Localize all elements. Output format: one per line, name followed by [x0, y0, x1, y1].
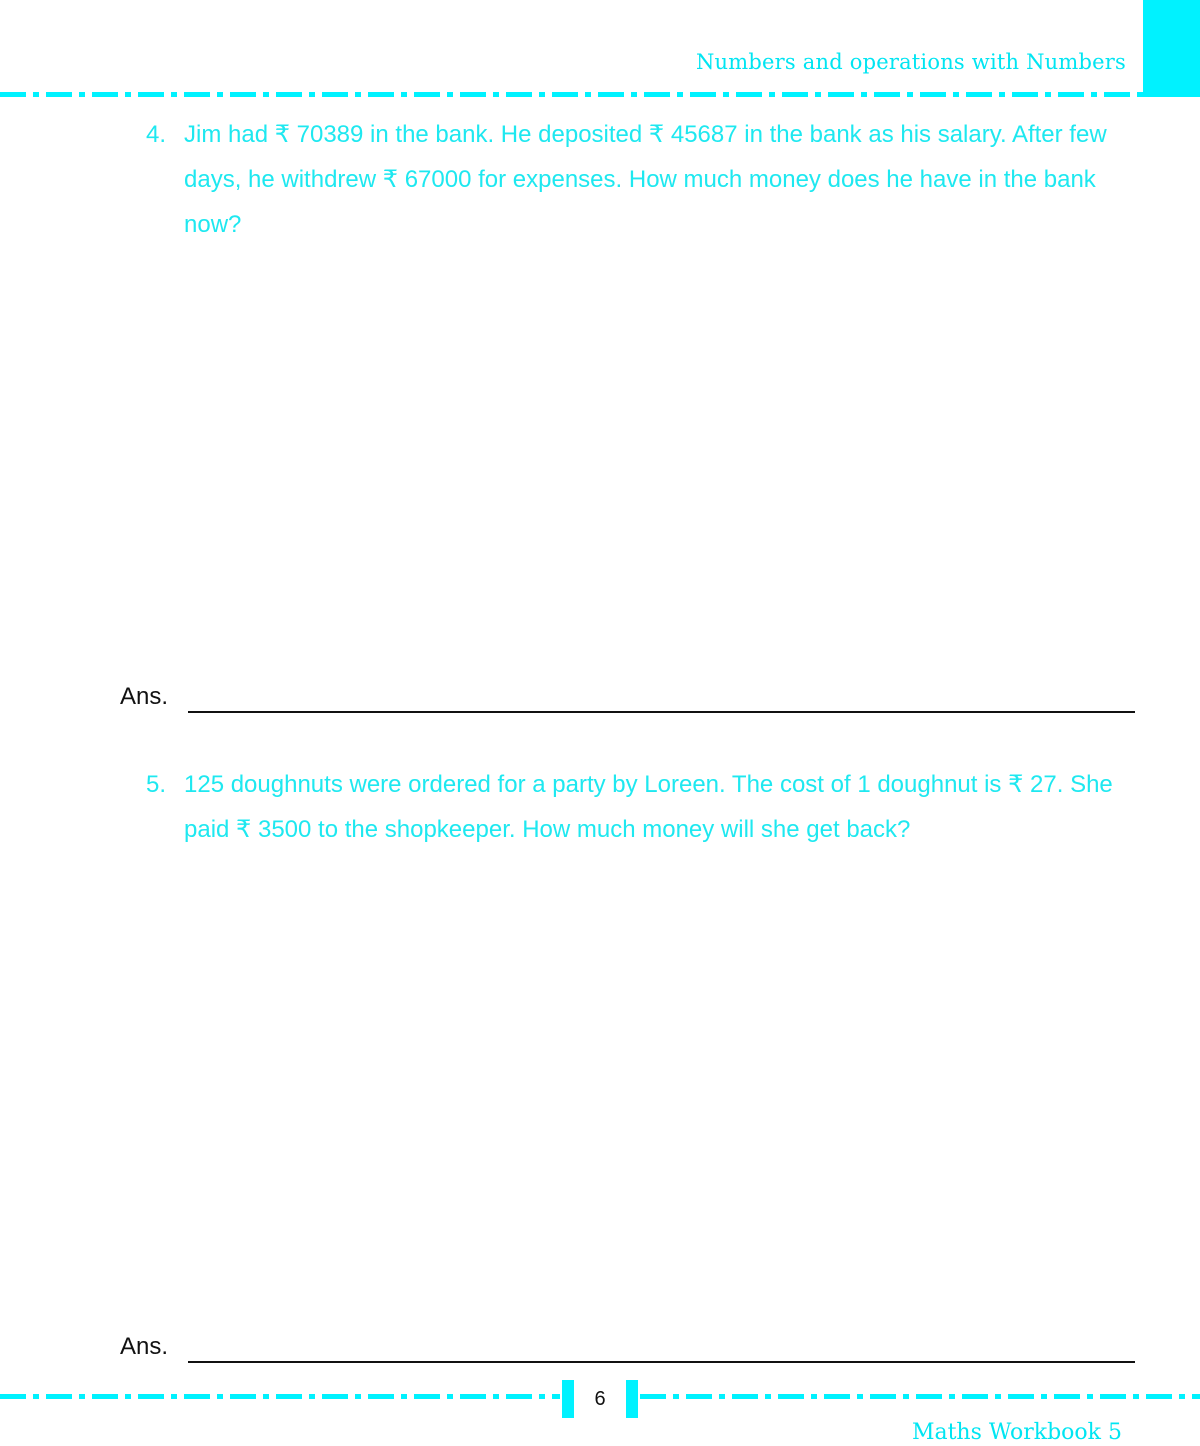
- answer-label: Ans.: [120, 683, 169, 710]
- page-number: 6: [594, 1388, 606, 1410]
- question-text: Jim had ₹ 70389 in the bank. He deposited ₹ 45687 in the bank as his salary. After few days, he withdrew ₹ 67000 for expenses. How much money does he have in the bank now?: [184, 121, 1107, 238]
- answer-label: Ans.: [120, 1333, 169, 1360]
- question-5: [146, 762, 1126, 852]
- answer-line[interactable]: [188, 711, 1135, 713]
- question-number: 4.: [146, 121, 167, 148]
- answer-row-5: [120, 1332, 1135, 1372]
- question-number: 5.: [146, 771, 167, 798]
- page-bracket-right: [626, 1380, 638, 1418]
- corner-tab-decoration: [1143, 0, 1200, 97]
- running-head: Numbers and operations with Numbers: [695, 50, 1126, 74]
- answer-line[interactable]: [188, 1361, 1135, 1363]
- running-foot: Maths Workbook 5: [911, 1420, 1122, 1445]
- page-number-box: [562, 1380, 638, 1418]
- footer-dashed-rule-left: [0, 1394, 560, 1399]
- footer-dashed-rule-right: [640, 1394, 1200, 1399]
- page-bracket-left: [562, 1380, 574, 1418]
- header-dashed-rule: [0, 92, 1143, 97]
- answer-row-4: [120, 682, 1135, 722]
- question-4: [146, 112, 1126, 247]
- question-text: 125 doughnuts were ordered for a party by Loreen. The cost of 1 doughnut is ₹ 27. She paid ₹ 3500 to the shopkeeper. How much money will she get back?: [184, 771, 1113, 843]
